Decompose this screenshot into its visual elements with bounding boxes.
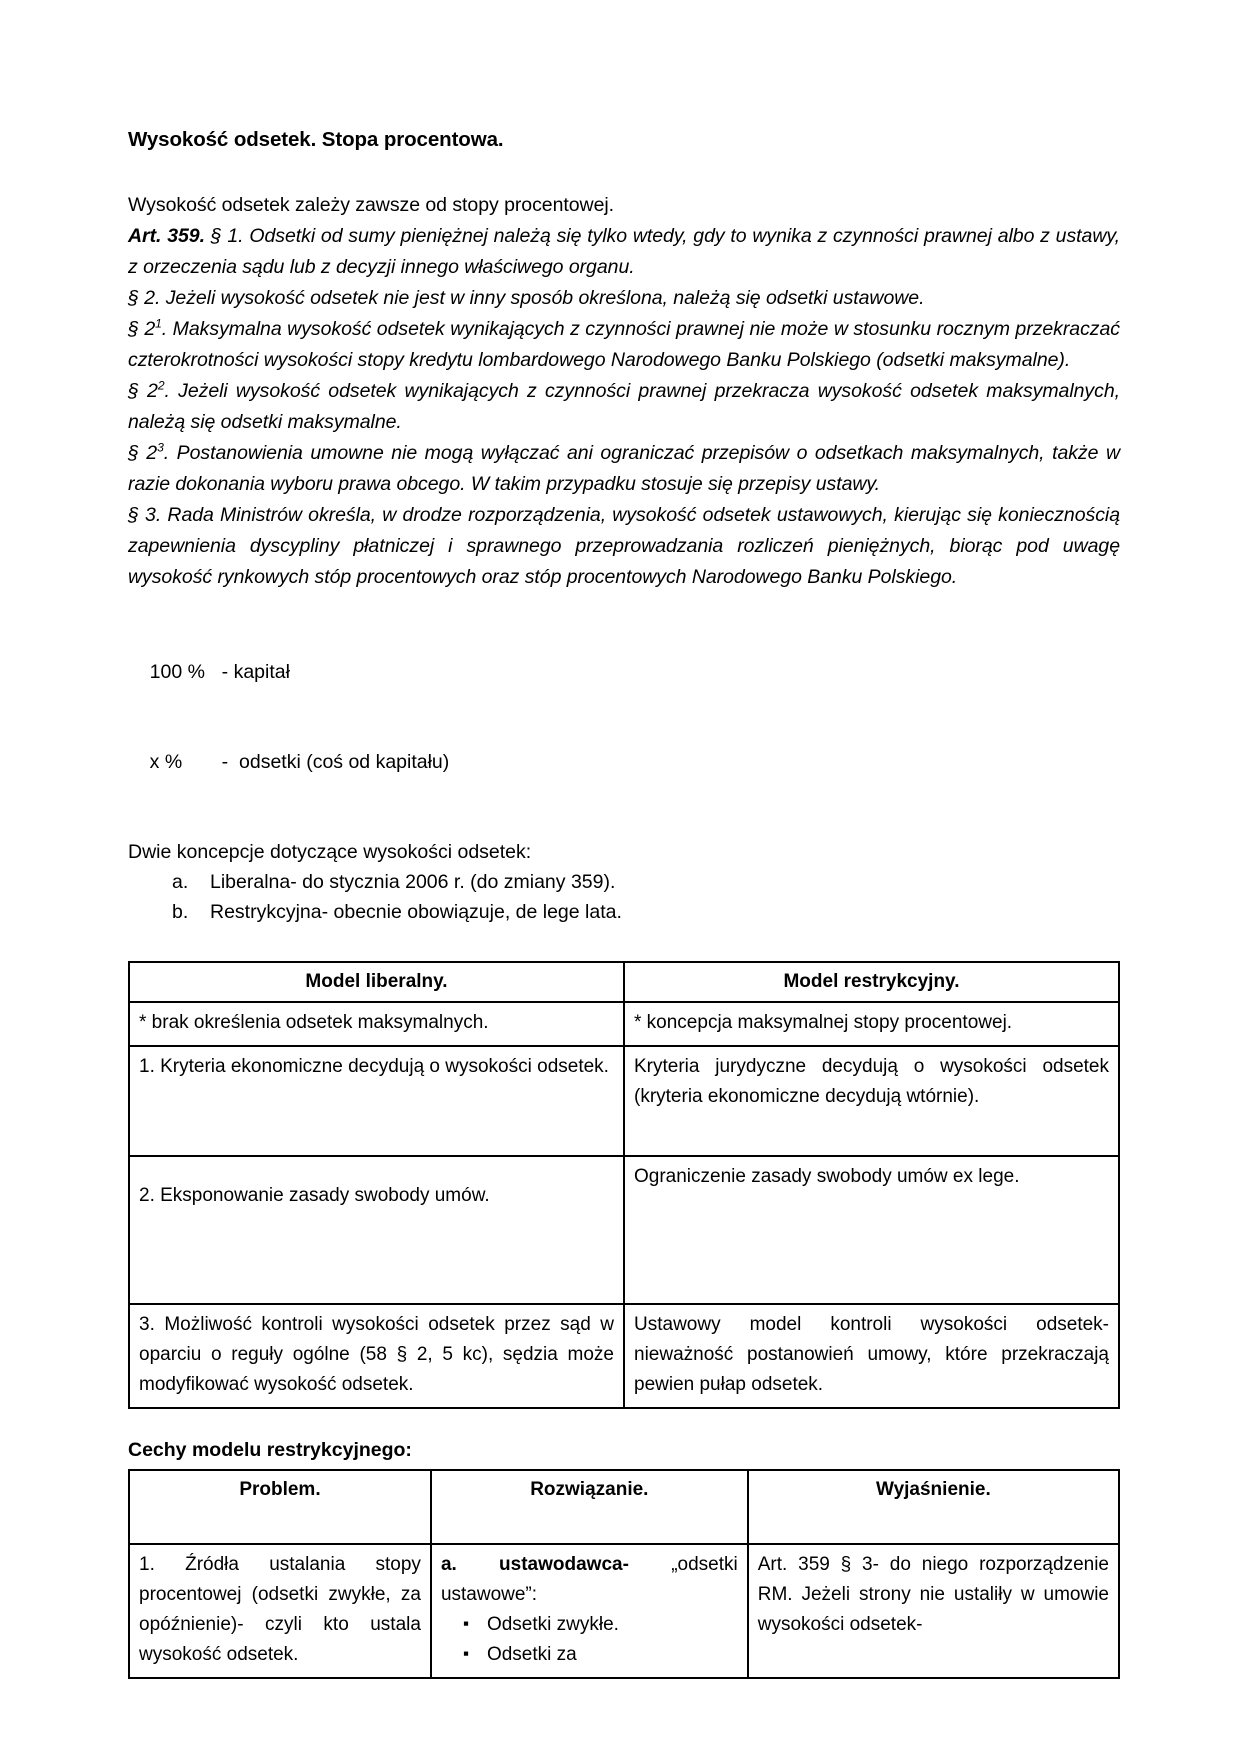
restrictive-features-table: [128, 1469, 1120, 1679]
cell-restrictive-1: Kryteria jurydyczne decydują o wysokości odsetek (kryteria ekonomiczne decydują wtórnie).: [624, 1046, 1119, 1156]
column-header-problem: [129, 1470, 431, 1544]
statute-paragraph-2-1: [128, 314, 1120, 376]
cell-liberal-3: 3. Możliwość kontroli wysokości odsetek przez sąd w oparciu o reguły ogólne (58 § 2, 5 kc), sędzia może modyfikować wysokość odsetek.: [129, 1304, 624, 1408]
cell-filler: [139, 1230, 614, 1296]
percent-note-capital: [128, 627, 1120, 717]
cell-filler: [758, 1505, 1109, 1539]
par2-3-text: . Postanowienia umowne nie mogą wyłączać ani ograniczać przepisów o odsetkach maksymalnych, także w razie dokonania wyboru prawa obcego. W takim przypadku stosuje się przepisy ustawy.: [128, 442, 1120, 495]
solution-bullet-list: [441, 1610, 738, 1670]
cell-explanation-0: Art. 359 § 3- do niego rozporządzenie RM. Jeżeli strony nie ustaliły w umowie wysokości odsetek-: [748, 1544, 1119, 1678]
spacer: [128, 927, 1120, 961]
solution-lawmaker-label: a. ustawodawca-: [440, 1554, 629, 1575]
spacer: [128, 1409, 1120, 1439]
models-comparison-table: [128, 961, 1120, 1409]
par2-1-superscript: 1: [155, 316, 162, 331]
concepts-lead: Dwie koncepcje dotyczące wysokości odsetek:: [128, 841, 532, 863]
column-header-model-liberalny: Model liberalny.: [129, 962, 624, 1002]
spacer: [128, 593, 1120, 627]
column-header-rozwiazanie-label: Rozwiązanie.: [530, 1479, 649, 1500]
percent-note-interest: [128, 717, 1120, 807]
cell-solution-0-intro: [441, 1550, 738, 1610]
par2-3-prefix: § 2: [128, 442, 158, 464]
percent-note-interest-key: x %: [149, 751, 183, 773]
percent-note-capital-value: - kapitał: [221, 661, 290, 683]
column-header-rozwiazanie: [431, 1470, 748, 1544]
column-header-model-restrykcyjny: Model restrykcyjny.: [624, 962, 1119, 1002]
table-header-row: [129, 962, 1119, 1002]
table-row: [129, 1544, 1119, 1678]
list-item-label: Liberalna- do stycznia 2006 r. (do zmiany 359).: [210, 871, 616, 893]
cell-restrictive-3: Ustawowy model kontroli wysokości odsetek- nieważność postanowień umowy, które przekraczają pewien pułap odsetek.: [624, 1304, 1119, 1408]
restrictive-section-heading: Cechy modelu restrykcyjnego:: [128, 1439, 412, 1461]
solution-lawmaker-rest: „odsetki ustawowe”:: [440, 1554, 738, 1605]
cell-liberal-1-text: 1. Kryteria ekonomiczne decydują o wysokości odsetek.: [139, 1056, 609, 1077]
table-row: [129, 1046, 1119, 1156]
statute-paragraph-2-3: [128, 438, 1120, 500]
column-header-wyjasnienie: [748, 1470, 1119, 1544]
cell-liberal-0: * brak określenia odsetek maksymalnych.: [129, 1002, 624, 1046]
par2-1-prefix: § 2: [128, 318, 156, 340]
column-header-wyjasnienie-label: Wyjaśnienie.: [875, 1479, 991, 1500]
par2-3-superscript: 3: [157, 440, 164, 455]
statute-paragraph-2-2: [128, 376, 1120, 438]
intro-paragraph: Wysokość odsetek zależy zawsze od stopy procentowej.: [128, 194, 615, 216]
table-row: [129, 1156, 1119, 1304]
cell-filler: [139, 1505, 421, 1539]
cell-restrictive-0: * koncepcja maksymalnej stopy procentowej.: [624, 1002, 1119, 1046]
par2-1-text: . Maksymalna wysokość odsetek wynikających z czynności prawnej nie może w stosunku rocznym przekraczać czterokrotności wysokości stopy kredytu lombardowego Narodowego Banku Polskiego (odsetki maksymalne).: [128, 318, 1120, 371]
list-item: [128, 897, 1120, 927]
statute-paragraph-1: [128, 221, 1120, 283]
list-item: ▪ Odsetki zwykłe.: [441, 1610, 738, 1640]
percent-note-capital-key: 100 %: [149, 661, 205, 683]
cell-problem-0: 1. Źródła ustalania stopy procentowej (odsetki zwykłe, za opóźnienie)- czyli kto ustala wysokość odsetek.: [129, 1544, 431, 1678]
statute-paragraph-2: § 2. Jeżeli wysokość odsetek nie jest w inny sposób określona, należą się odsetki ustawowe.: [128, 287, 925, 309]
cell-liberal-1: [129, 1046, 624, 1156]
cell-filler: [139, 1082, 614, 1148]
list-marker: b.: [172, 901, 189, 923]
statute-par1-text: § 1. Odsetki od sumy pieniężnej należą się tylko wtedy, gdy to wynika z czynności prawnej albo z ustawy, z orzeczenia sądu lub z decyzji innego właściwego organu.: [128, 225, 1120, 278]
statute-paragraph-3: § 3. Rada Ministrów określa, w drodze rozporządzenia, wysokość odsetek ustawowych, kierując się koniecznością zapewnienia dyscypliny płatniczej i sprawnego przeprowadzania rozliczeń pieniężnych, biorąc pod uwagę wysokość rynkowych stóp procentowych oraz stóp procentowych Narodowego Banku Polskiego.: [128, 504, 1120, 588]
par2-2-prefix: § 2: [128, 380, 158, 402]
page-title: Wysokość odsetek. Stopa procentowa.: [128, 128, 504, 151]
cell-restrictive-2: Ograniczenie zasady swobody umów ex lege.: [624, 1156, 1119, 1304]
cell-filler: [441, 1505, 738, 1539]
table-header-row: [129, 1470, 1119, 1544]
par2-2-text: . Jeżeli wysokość odsetek wynikających z czynności prawnej przekracza wysokość odsetek maksymalnych, należą się odsetki maksymalne.: [128, 380, 1120, 433]
article-label: Art. 359.: [128, 225, 205, 247]
list-item: [128, 867, 1120, 897]
table-row: [129, 1304, 1119, 1408]
percent-note-interest-value: - odsetki (coś od kapitału): [221, 751, 450, 773]
cell-liberal-2: [129, 1156, 624, 1304]
list-item: ▪ Odsetki za: [441, 1640, 738, 1670]
list-item-label: Restrykcyjna- obecnie obowiązuje, de lege lata.: [210, 901, 622, 923]
column-header-problem-label: Problem.: [239, 1479, 321, 1500]
list-marker: a.: [172, 871, 189, 893]
cell-solution-0: [431, 1544, 748, 1678]
par2-2-superscript: 2: [157, 378, 165, 393]
table-row: [129, 1002, 1119, 1046]
cell-liberal-2-text: 2. Eksponowanie zasady swobody umów.: [139, 1185, 490, 1206]
concepts-list: [128, 867, 1120, 927]
spacer: [128, 807, 1120, 837]
